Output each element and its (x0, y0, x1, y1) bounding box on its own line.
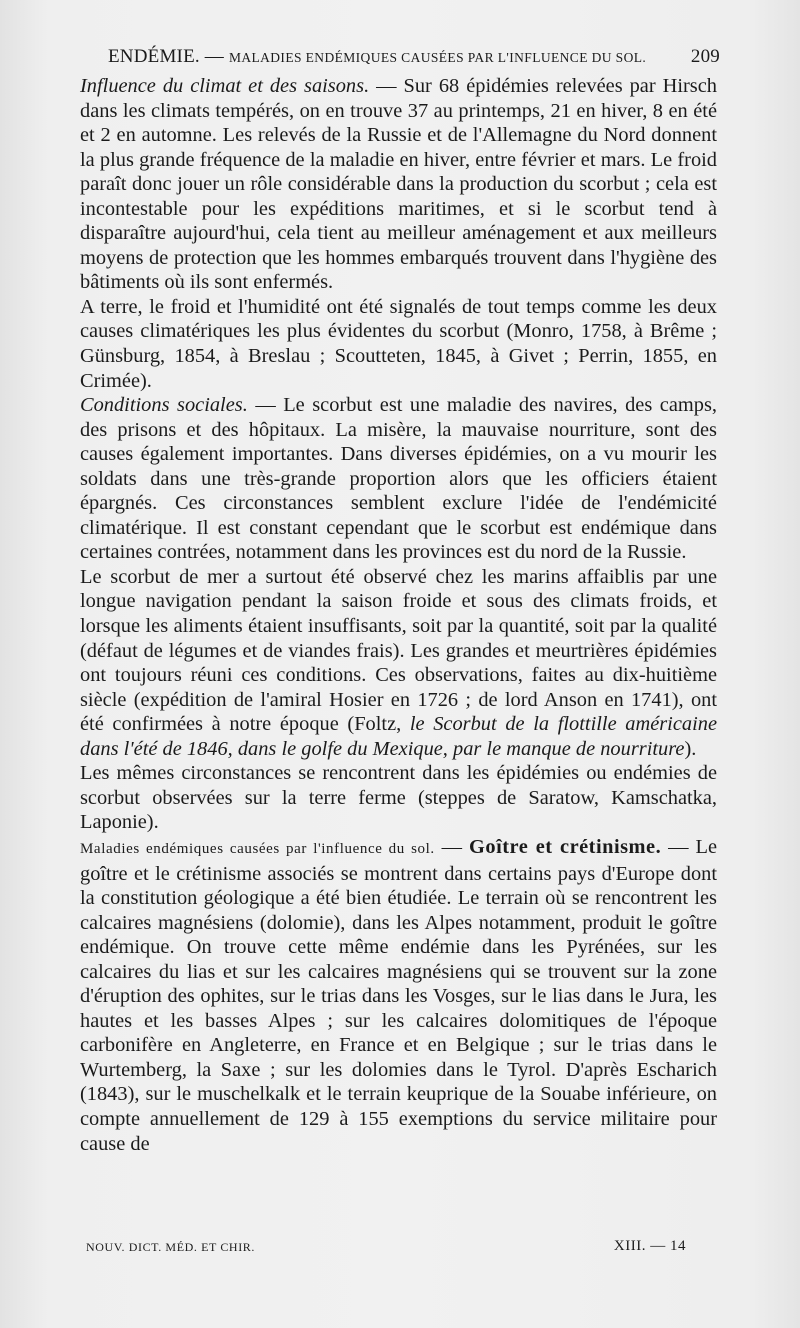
section-dash: — (434, 835, 470, 858)
heading-goitre: Goître et crétinisme. (469, 835, 662, 858)
paragraph-sea-end: ). (684, 737, 697, 760)
running-title-sub: MALADIES ENDÉMIQUES CAUSÉES PAR L'INFLUENCE DU SOL. (228, 50, 647, 65)
paragraph-terrestrial (80, 761, 717, 835)
heading-climate: Influence du climat et des saisons. (80, 75, 370, 97)
paragraph-goitre (80, 835, 717, 1156)
heading-social: Conditions sociales. (80, 394, 248, 417)
paragraph-sea (80, 565, 717, 761)
running-title-main: ENDÉMIE. — (108, 46, 229, 67)
section-title-soil: Maladies endémiques causées par l'influence du sol. (80, 840, 435, 857)
footer-volume: XIII. — 14 (613, 1238, 686, 1254)
footer-publication: NOUV. DICT. MÉD. ET CHIR. (86, 1240, 256, 1254)
running-header (108, 44, 720, 72)
paragraph-goitre-text: — Le goître et le crétinisme associés se montrent dans certains pays d'Europe dont la constitution géologique a été bien étudiée. Le terrain où se rencontrent les calcaires magnésiens (dolomie), dans les Alpes notamment, produit le goître endémique. On trouve cette même endémie dans les Pyrénées, sur les calcaires du lias et sur les calcaires magnésiens qui se trouvent sur la zone d'éruption des ophites, sur le trias dans les Vosges, sur le lias dans le Jura, les hautes et les basses Alpes ; sur les calcaires dolomitiques de l'époque carbonifère en Angleterre, en France et en Belgique ; sur le trias dans le Wurtemberg, la Saxe ; sur les dolomies dans le Tyrol. D'après Escharich (1843), sur le muschelkalk et le terrain keuprique de la Souabe inférieure, on compte annuellement de 129 à 155 exemptions du service militaire pour cause de (80, 835, 717, 1155)
paragraph-sea-text: Le scorbut de mer a surtout été observé chez les marins affaiblis par une longue navigation pendant la saison froide et sous des climats froids, et lorsque les aliments étaient insuffisants, soit par la quantité, soit par la qualité (défaut de légumes et de viandes frais). Les grandes et meurtrières épidémies ont toujours réuni ces conditions. Ces observations, faites au dix-huitième siècle (expédition de l'amiral Hosier en 1726 ; de lord Anson en 1741), ont été confirmées à notre époque (Foltz, (80, 565, 717, 736)
page-number: 209 (690, 46, 720, 67)
paragraph-climate-text: — Sur 68 épidémies relevées par Hirsch dans les climats tempérés, on en trouve 37 au printemps, 21 en hiver, 8 en été et 2 en automne. Les relevés de la Russie et de l'Allemagne du Nord donnent la plus grande fréquence de la maladie en hiver, entre février et mars. Le froid paraît donc jouer un rôle considérable dans la production du scorbut ; cela est incontestable pour les expéditions maritimes, et si le scorbut tend à disparaître aujourd'hui, cela tient au meilleur aménagement et aux meilleurs moyens de protection que les hommes embarqués trouvent dans l'hygiène des bâtiments où ils sont enfermés. (80, 75, 717, 294)
citation-foltz: le Scorbut de la flottille américaine dans l'été de 1846, dans le golfe du Mexique, par le manque de nourriture (80, 713, 717, 760)
paragraph-social-text: — Le scorbut est une maladie des navires, des camps, des prisons et des hôpitaux. La misère, la mauvaise nourriture, sont des causes également importantes. Dans diverses épidémies, on a vu mourir les soldats dans une très-grande proportion alors que les officiers étaient épargnés. Ces circonstances semblent exclure l'idée de l'endémicité climatérique. Il est constant cependant que le scorbut est endémique dans certaines contrées, notamment dans les provinces est du nord de la Russie. (80, 394, 717, 564)
paragraph-climate (80, 74, 717, 295)
running-title (108, 46, 646, 68)
page-footer (86, 1238, 686, 1258)
body-text (80, 74, 717, 1156)
paragraph-terrestrial-text: Les mêmes circonstances se rencontrent dans les épidémies ou endémies de scorbut observées sur la terre ferme (steppes de Saratow, Kamschatka, Laponie). (80, 762, 717, 834)
paragraph-land-text: A terre, le froid et l'humidité ont été signalés de tout temps comme les deux causes climatériques les plus évidentes du scorbut (Monro, 1758, à Brême ; Günsburg, 1854, à Breslau ; Scoutteten, 1845, à Givet ; Perrin, 1855, en Crimée). (80, 295, 717, 392)
paragraph-social (80, 393, 717, 565)
paragraph-land (80, 295, 717, 393)
